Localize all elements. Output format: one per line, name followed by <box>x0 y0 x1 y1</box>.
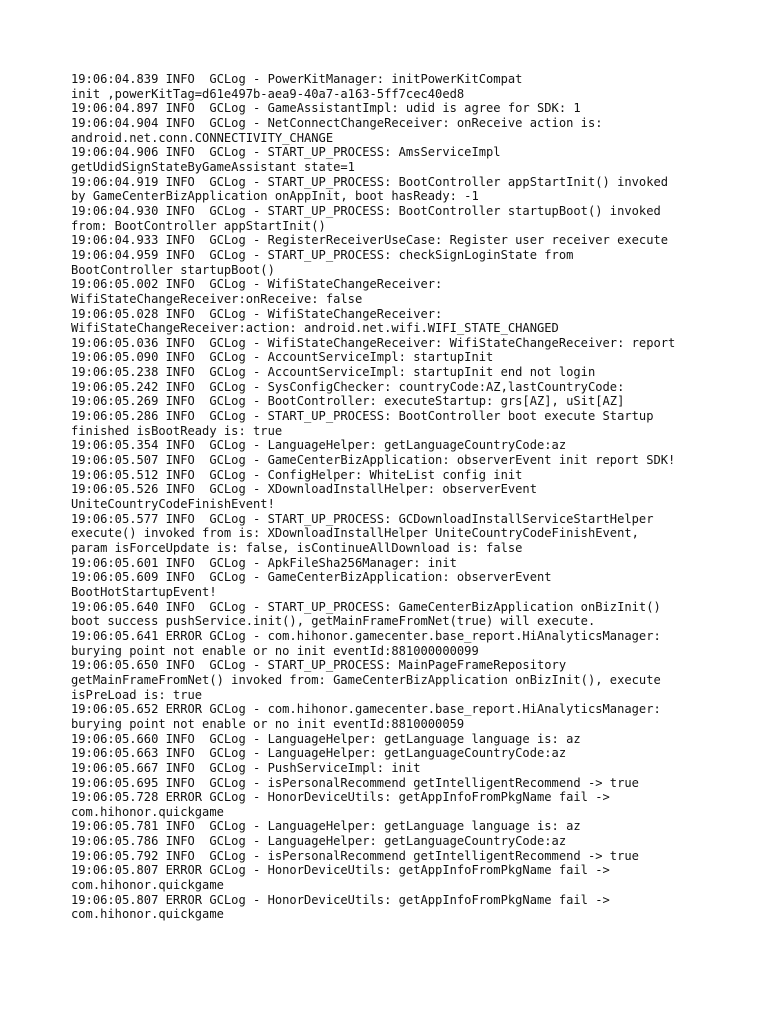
log-line: init ,powerKitTag=d61e497b-aea9-40a7-a163-5ff7cec40ed8 <box>71 86 465 101</box>
log-line: 19:06:05.640 INFO GCLog - START_UP_PROCESS: GameCenterBizApplication onBizInit() <box>71 599 661 614</box>
log-line: 19:06:05.663 INFO GCLog - LanguageHelper: getLanguageCountryCode:az <box>71 746 567 761</box>
log-line: finished isBootReady is: true <box>71 423 283 438</box>
log-line: BootController startupBoot() <box>71 262 275 277</box>
log-line: getUdidSignStateByGameAssistant state=1 <box>71 159 355 174</box>
log-line: 19:06:05.807 ERROR GCLog - HonorDeviceUtils: getAppInfoFromPkgName fail -> <box>71 863 610 878</box>
log-line: burying point not enable or no init eventId:8810000059 <box>71 716 465 731</box>
log-line: 19:06:04.959 INFO GCLog - START_UP_PROCESS: checkSignLoginState from <box>71 247 574 262</box>
log-line: param isForceUpdate is: false, isContinueAllDownload is: false <box>71 541 523 555</box>
log-line: isPreLoad is: true <box>71 687 203 702</box>
log-line: 19:06:05.238 INFO GCLog - AccountServiceImpl: startupInit end not login <box>71 365 596 380</box>
log-line: 19:06:04.839 INFO GCLog - PowerKitManager: initPowerKitCompat <box>71 72 523 86</box>
log-line: 19:06:05.028 INFO GCLog - WifiStateChangeReceiver: <box>71 306 443 321</box>
log-line: 19:06:05.609 INFO GCLog - GameCenterBizApplication: observerEvent <box>71 570 552 585</box>
log-line: 19:06:05.090 INFO GCLog - AccountServiceImpl: startupInit <box>71 350 494 365</box>
log-line: 19:06:05.512 INFO GCLog - ConfigHelper: WhiteList config init <box>71 467 523 482</box>
log-line: WifiStateChangeReceiver:onReceive: false <box>71 291 363 306</box>
log-line: 19:06:05.728 ERROR GCLog - HonorDeviceUtils: getAppInfoFromPkgName fail -> <box>71 790 610 805</box>
log-line: execute() invoked from is: XDownloadInstallHelper UniteCountryCodeFinishEvent, <box>71 526 639 541</box>
log-line: 19:06:05.601 INFO GCLog - ApkFileSha256Manager: init <box>71 555 457 570</box>
log-line: 19:06:04.906 INFO GCLog - START_UP_PROCESS: AmsServiceImpl <box>71 145 501 160</box>
log-line: 19:06:05.792 INFO GCLog - isPersonalRecommend getIntelligentRecommend -> true <box>71 848 639 863</box>
log-line: 19:06:05.652 ERROR GCLog - com.hihonor.gamecenter.base_report.HiAnalyticsManager: <box>71 702 661 717</box>
log-line: com.hihonor.quickgame <box>71 907 224 922</box>
log-line: BootHotStartupEvent! <box>71 584 217 599</box>
log-line: getMainFrameFromNet() invoked from: GameCenterBizApplication onBizInit(), execute <box>71 672 661 687</box>
log-line: 19:06:05.781 INFO GCLog - LanguageHelper: getLanguage language is: az <box>71 819 581 834</box>
log-line: WifiStateChangeReceiver:action: android.net.wifi.WIFI_STATE_CHANGED <box>71 321 559 336</box>
log-line: com.hihonor.quickgame <box>71 878 224 893</box>
log-line: 19:06:05.036 INFO GCLog - WifiStateChangeReceiver: WifiStateChangeReceiver: report <box>71 335 676 350</box>
log-line: 19:06:05.526 INFO GCLog - XDownloadInstallHelper: observerEvent <box>71 482 537 497</box>
log-line: 19:06:05.507 INFO GCLog - GameCenterBizApplication: observerEvent init report SDK! <box>71 453 676 468</box>
log-line: 19:06:05.807 ERROR GCLog - HonorDeviceUtils: getAppInfoFromPkgName fail -> <box>71 892 610 907</box>
log-line: 19:06:04.933 INFO GCLog - RegisterReceiverUseCase: Register user receiver execute <box>71 233 669 248</box>
log-line: burying point not enable or no init eventId:881000000099 <box>71 643 479 658</box>
log-line: 19:06:05.242 INFO GCLog - SysConfigChecker: countryCode:AZ,lastCountryCode: <box>71 379 625 394</box>
log-line: boot success pushService.init(), getMainFrameFromNet(true) will execute. <box>71 614 596 629</box>
log-line: 19:06:04.919 INFO GCLog - START_UP_PROCESS: BootController appStartInit() invoked <box>71 174 669 189</box>
log-line: 19:06:05.354 INFO GCLog - LanguageHelper: getLanguageCountryCode:az <box>71 438 567 453</box>
log-line: 19:06:05.695 INFO GCLog - isPersonalRecommend getIntelligentRecommend -> true <box>71 775 639 790</box>
log-line: android.net.conn.CONNECTIVITY_CHANGE <box>71 130 334 145</box>
log-document <box>71 72 711 922</box>
log-line: 19:06:05.002 INFO GCLog - WifiStateChangeReceiver: <box>71 277 443 292</box>
log-line: 19:06:05.786 INFO GCLog - LanguageHelper: getLanguageCountryCode:az <box>71 834 567 849</box>
log-line: from: BootController appStartInit() <box>71 218 326 233</box>
log-line: 19:06:04.897 INFO GCLog - GameAssistantImpl: udid is agree for SDK: 1 <box>71 101 581 116</box>
log-line: 19:06:04.930 INFO GCLog - START_UP_PROCESS: BootController startupBoot() invoked <box>71 203 661 218</box>
log-line: UniteCountryCodeFinishEvent! <box>71 497 275 512</box>
log-line: 19:06:05.667 INFO GCLog - PushServiceImpl: init <box>71 760 421 775</box>
log-line: 19:06:05.641 ERROR GCLog - com.hihonor.gamecenter.base_report.HiAnalyticsManager: <box>71 628 661 643</box>
log-line: 19:06:04.904 INFO GCLog - NetConnectChangeReceiver: onReceive action is: <box>71 115 603 130</box>
log-line: 19:06:05.650 INFO GCLog - START_UP_PROCESS: MainPageFrameRepository <box>71 658 567 673</box>
log-line: by GameCenterBizApplication onAppInit, boot hasReady: -1 <box>71 189 479 204</box>
log-line: 19:06:05.660 INFO GCLog - LanguageHelper: getLanguage language is: az <box>71 731 581 746</box>
log-line: 19:06:05.269 INFO GCLog - BootController: executeStartup: grs[AZ], uSit[AZ] <box>71 394 625 409</box>
log-line: 19:06:05.286 INFO GCLog - START_UP_PROCESS: BootController boot execute Startup <box>71 409 654 424</box>
log-line: com.hihonor.quickgame <box>71 804 224 819</box>
log-line: 19:06:05.577 INFO GCLog - START_UP_PROCESS: GCDownloadInstallServiceStartHelper <box>71 511 654 526</box>
